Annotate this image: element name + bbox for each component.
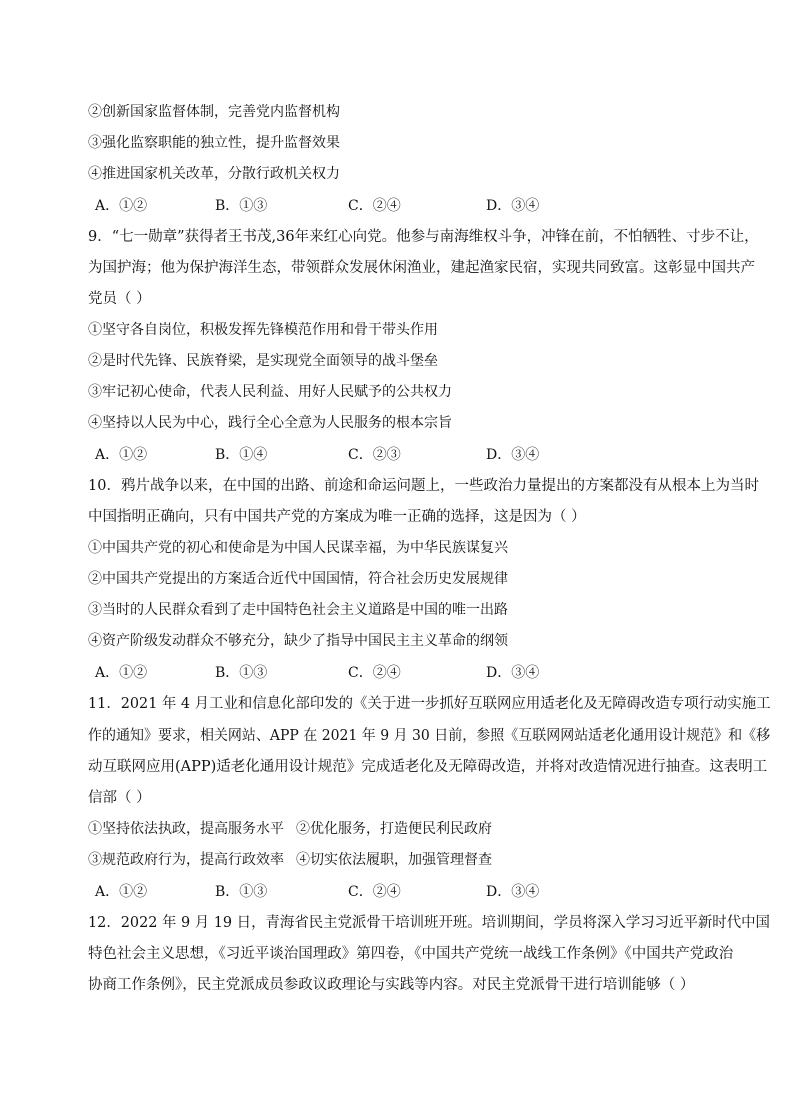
q10-option-c: C．②④: [348, 665, 401, 681]
q10-statement-2: ②中国共产党提出的方案适合近代中国国情，符合社会历史发展规律: [88, 571, 508, 587]
q11-statement-1: ①坚持依法执政，提高服务水平: [88, 821, 284, 837]
q8-statement-4: ④推进国家机关改革，分散行政机关权力: [88, 166, 340, 182]
q11-option-c: C．②④: [348, 884, 401, 900]
q11-text-line-4: 信部（ ）: [88, 790, 151, 806]
q12-text-line-1: 12．2022 年 9 月 19 日，青海省民主党派骨干培训班开班。培训期间，学员将深入学习习近平新时代中国: [88, 915, 770, 931]
q8-option-a: A．①②: [95, 198, 148, 214]
q11-option-b: B．①③: [215, 884, 268, 900]
q9-option-b: B．①④: [215, 447, 268, 463]
q12-text-line-2: 特色社会主义思想，《习近平谈治国理政》第四卷，《中国共产党统一战线工作条例》《中国共产党政治: [88, 946, 734, 962]
q10-option-b: B．①③: [215, 665, 268, 681]
q11-statement-3: ③规范政府行为，提高行政效率: [88, 852, 284, 868]
q9-text-line-2: 为国护海；他为保护海洋生态，带领群众发展休闲渔业，建起渔家民宿，实现共同致富。这彰显中国共产: [88, 260, 755, 276]
q9-text-line-3: 党员（ ）: [88, 291, 151, 307]
q10-option-a: A．①②: [95, 665, 148, 681]
q9-statement-3: ③牢记初心使命，代表人民利益、用好人民赋予的公共权力: [88, 384, 452, 400]
q11-text-line-2: 作的通知》要求，相关网站、APP 在 2021 年 9 月 30 日前，参照《互联网网站适老化通用设计规范》和《移: [88, 728, 771, 744]
q10-option-d: D．③④: [486, 665, 540, 681]
q10-text-line-1: 10．鸦片战争以来，在中国的出路、前途和命运问题上，一些政治力量提出的方案都没有从根本上为当时: [88, 478, 759, 494]
q11-statement-2: ②优化服务，打造便民利民政府: [296, 821, 492, 837]
q9-option-c: C．②③: [348, 447, 401, 463]
q8-option-d: D．③④: [486, 198, 540, 214]
q8-option-c: C．②④: [348, 198, 401, 214]
q8-statement-3: ③强化监察职能的独立性，提升监督效果: [88, 135, 340, 151]
q12-text-line-3: 协商工作条例》，民主党派成员参政议政理论与实践等内容。对民主党派骨干进行培训能够（ ）: [88, 977, 695, 993]
q11-option-d: D．③④: [486, 884, 540, 900]
q11-text-line-3: 动互联网应用(APP)适老化通用设计规范》完成适老化及无障碍改造，并将对改造情况进行抽查。这表明工: [88, 759, 768, 775]
q9-statement-2: ②是时代先锋、民族脊梁，是实现党全面领导的战斗堡垒: [88, 353, 438, 369]
q10-statement-3: ③当时的人民群众看到了走中国特色社会主义道路是中国的唯一出路: [88, 602, 508, 618]
q11-option-a: A．①②: [95, 884, 148, 900]
q9-statement-4: ④坚持以人民为中心，践行全心全意为人民服务的根本宗旨: [88, 415, 452, 431]
q10-statement-1: ①中国共产党的初心和使命是为中国人民谋幸福，为中华民族谋复兴: [88, 540, 508, 556]
q9-option-d: D．③④: [486, 447, 540, 463]
q9-statement-1: ①坚守各自岗位，积极发挥先锋模范作用和骨干带头作用: [88, 322, 438, 338]
q10-text-line-2: 中国指明正确向，只有中国共产党的方案成为唯一正确的选择，这是因为（ ）: [88, 509, 586, 525]
q8-statement-2: ②创新国家监督体制，完善党内监督机构: [88, 104, 340, 120]
q11-text-line-1: 11．2021 年 4 月工业和信息化部印发的《关于进一步抓好互联网应用适老化及无障碍改造专项行动实施工: [88, 696, 771, 712]
q9-text-line-1: 9．“七一勋章”获得者王书茂,36年来红心向党。他参与南海维权斗争，冲锋在前，不怕牺牲、寸步不让，: [88, 229, 759, 245]
q11-statement-4: ④切实依法履职，加强管理督查: [296, 852, 492, 868]
q9-option-a: A．①②: [95, 447, 148, 463]
q8-option-b: B．①③: [215, 198, 268, 214]
q10-statement-4: ④资产阶级发动群众不够充分，缺少了指导中国民主主义革命的纲领: [88, 633, 508, 649]
